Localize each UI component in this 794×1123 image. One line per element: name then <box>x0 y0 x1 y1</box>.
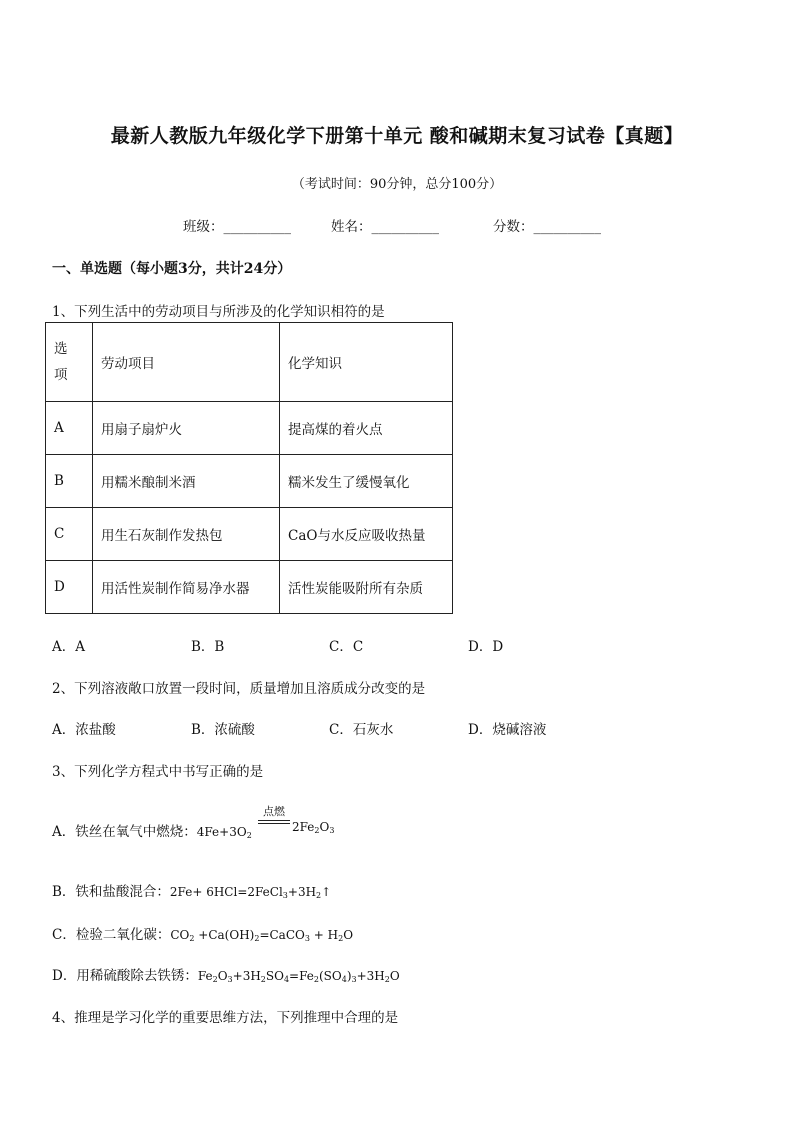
table-cell-knowledge: 糯米发生了缓慢氧化 <box>280 455 453 508</box>
question-2-stem: 2、下列溶液敞口放置一段时间，质量增加且溶质成分改变的是 <box>52 681 426 697</box>
table-cell-knowledge: CaO与水反应吸收热量 <box>280 508 453 561</box>
option-c[interactable]: C．石灰水 <box>329 722 394 738</box>
table-header-row <box>46 323 453 402</box>
table-header-option: 选 项 <box>46 323 93 402</box>
table-cell-option: A <box>46 402 93 455</box>
table-header-labor: 劳动项目 <box>93 323 280 402</box>
table-cell-labor: 用扇子扇炉火 <box>93 402 280 455</box>
table-row <box>46 402 453 455</box>
question-3-option-c[interactable]: C．检验二氧化碳：$CO_2$ $+Ca(OH)_2=CaCO_3 + H_2O$ <box>52 927 354 943</box>
option-a[interactable]: A．浓盐酸 <box>52 722 116 738</box>
option-d[interactable]: D．D <box>468 639 504 655</box>
question-1-table <box>45 322 453 614</box>
question-3-option-a-product: $2Fe_2O_3$ <box>292 820 335 835</box>
table-header-knowledge: 化学知识 <box>280 323 453 402</box>
table-cell-labor: 用糯米酿制米酒 <box>93 455 280 508</box>
option-c[interactable]: C．C <box>329 639 364 655</box>
table-cell-labor: 用生石灰制作发热包 <box>93 508 280 561</box>
section-heading: 一、单选题（每小题3分，共计24分） <box>52 261 292 277</box>
exam-title: 最新人教版九年级化学下册第十单元 酸和碱期末复习试卷【真题】 <box>110 125 684 147</box>
table-cell-labor: 用活性炭制作简易净水器 <box>93 561 280 614</box>
option-b[interactable]: B．浓硫酸 <box>191 722 255 738</box>
table-cell-option: C <box>46 508 93 561</box>
option-a[interactable]: A．A <box>52 639 85 655</box>
name-field[interactable]: 姓名：__________ <box>331 219 439 235</box>
exam-time-note: （考试时间：90分钟，总分100分） <box>291 177 503 192</box>
question-3-option-d[interactable]: D．用稀硫酸除去铁锈：$Fe_2O_3+3H_2SO_4=Fe_2(SO_4)_3+3H_2O$ <box>52 968 400 984</box>
question-3-option-a[interactable]: A．铁丝在氧气中燃烧：$4Fe+3O_2$ <box>52 824 252 840</box>
table-cell-knowledge: 活性炭能吸附所有杂质 <box>280 561 453 614</box>
table-row <box>46 561 453 614</box>
table-row <box>46 455 453 508</box>
table-row <box>46 508 453 561</box>
question-1-stem: 1、下列生活中的劳动项目与所涉及的化学知识相符的是 <box>52 304 385 320</box>
question-4-stem: 4、推理是学习化学的重要思维方法，下列推理中合理的是 <box>52 1010 399 1026</box>
reaction-condition: 点燃 <box>258 806 290 824</box>
option-d[interactable]: D．烧碱溶液 <box>468 722 547 738</box>
table-cell-option: D <box>46 561 93 614</box>
table-cell-knowledge: 提高煤的着火点 <box>280 402 453 455</box>
option-b[interactable]: B．B <box>191 639 225 655</box>
question-3-option-b[interactable]: B．铁和盐酸混合：$2Fe+ 6HCl=2FeCl_3+3H_2↑$ <box>52 884 332 900</box>
question-3-stem: 3、下列化学方程式中书写正确的是 <box>52 764 264 780</box>
class-field[interactable]: 班级：__________ <box>183 219 291 235</box>
table-cell-option: B <box>46 455 93 508</box>
score-field[interactable]: 分数：__________ <box>493 219 601 235</box>
